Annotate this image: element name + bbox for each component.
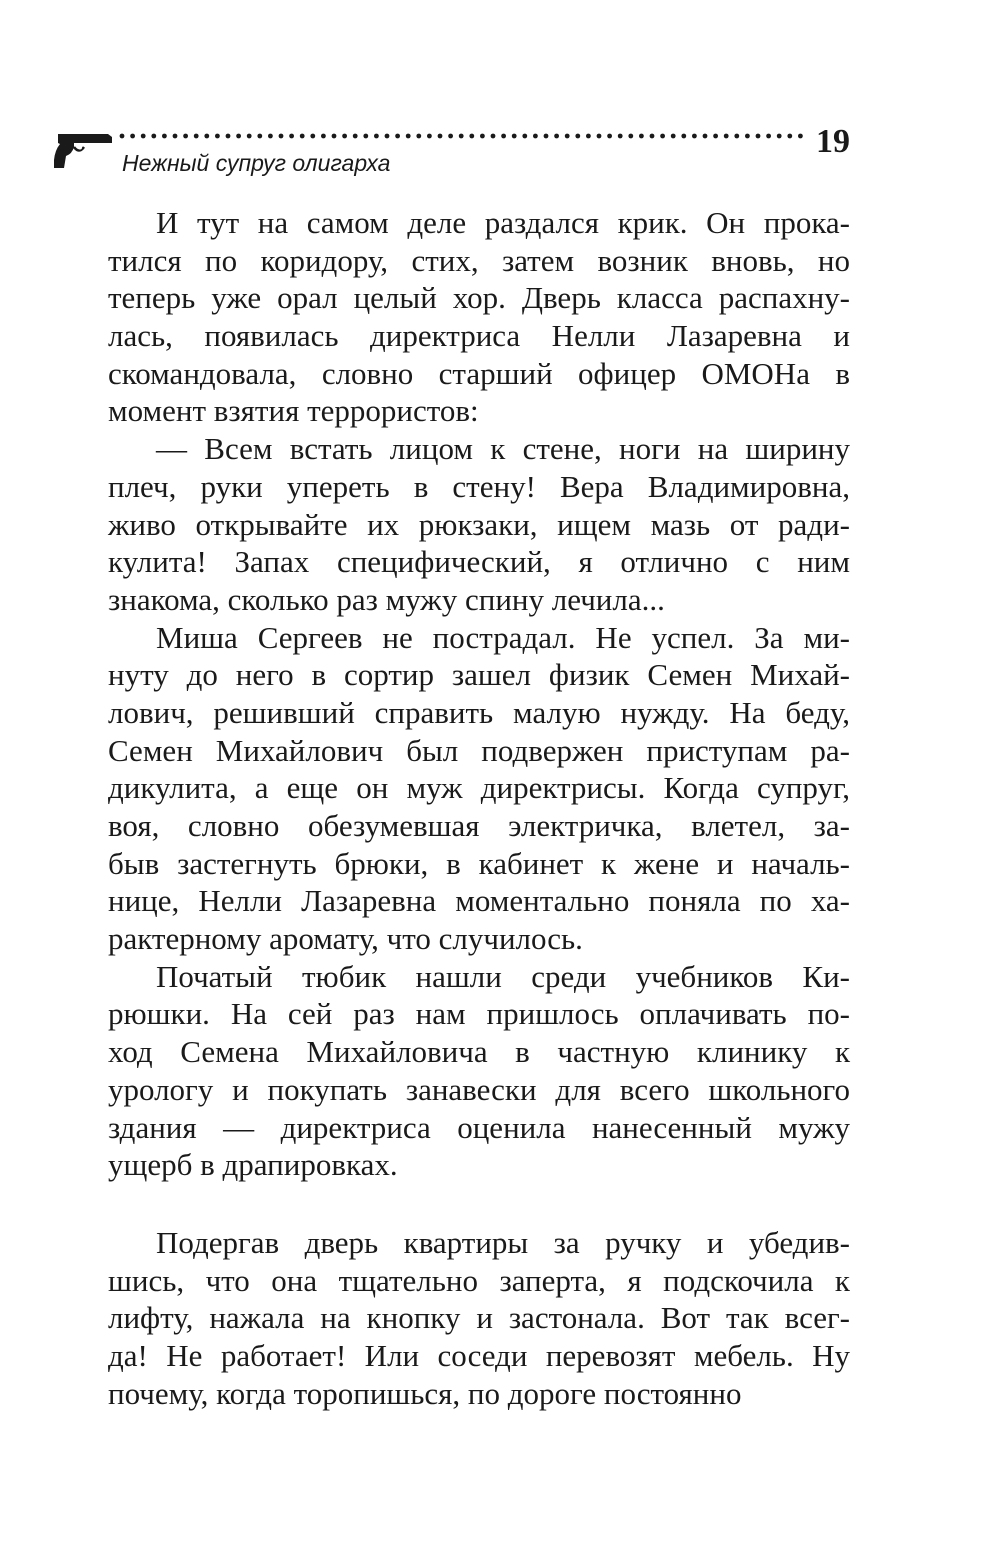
text-line: тился по коридору, стих, затем возник вновь, но xyxy=(108,242,850,278)
text-line: плеч, руки упереть в стену! Вера Владимировна, xyxy=(108,468,850,504)
text-line: ход Семена Михайловича в частную клинику к xyxy=(108,1034,850,1070)
text-line: — Всем встать лицом к стене, ноги на ширину xyxy=(156,431,850,467)
text-line: да! Не работает! Или соседи перевозят мебель. Ну xyxy=(108,1338,850,1374)
text-line: шись, что она тщательно заперта, я подскочила к xyxy=(108,1262,850,1298)
text-line: лович, решивший справить малую нужду. На беду, xyxy=(108,694,850,730)
text-line: здания — директриса оценила нанесенный мужу xyxy=(108,1109,850,1145)
text-line: воя, словно обезумевшая электричка, влетел, за- xyxy=(108,808,850,843)
text-line: И тут на самом деле раздался крик. Он прока- xyxy=(156,205,850,240)
text-line: нице, Нелли Лазаревна моментально поняла по ха- xyxy=(108,883,850,919)
text-line: кулита! Запах специфический, я отлично с ним xyxy=(108,544,850,580)
text-line: рюшки. На сей раз нам пришлось оплачивать по- xyxy=(108,996,850,1032)
text-line: лифту, нажала на кнопку и застонала. Вот так всег- xyxy=(108,1300,850,1336)
text-line: теперь уже орал целый хор. Дверь класса распахну- xyxy=(108,280,850,316)
text-line: знакома, сколько раз мужу спину лечила... xyxy=(108,581,665,617)
header-dotted-rule xyxy=(118,131,808,141)
main-text-block xyxy=(108,204,850,1184)
page-number: 19 xyxy=(816,123,850,160)
text-line: лась, появилась директриса Нелли Лазаревна и xyxy=(108,318,850,354)
page-header xyxy=(52,118,862,188)
paragraph xyxy=(108,1224,850,1412)
text-line: рактерному аромату, что случилось. xyxy=(108,921,583,957)
paragraph xyxy=(108,958,850,1184)
paragraph xyxy=(108,430,850,618)
text-line: нуту до него в сортир зашел физик Семен Михай- xyxy=(108,657,850,693)
text-line: ущерб в драпировках. xyxy=(108,1147,398,1183)
text-line: живо открывайте их рюкзаки, ищем мазь от ради- xyxy=(108,506,850,542)
text-line: быв застегнуть брюки, в кабинет к жене и началь- xyxy=(108,845,850,881)
running-title: Нежный супруг олигарха xyxy=(122,150,391,176)
text-line: момент взятия террористов: xyxy=(108,393,479,429)
text-line: Подергав дверь квартиры за ручку и убедив- xyxy=(156,1225,850,1260)
paragraph xyxy=(108,619,850,958)
second-text-block xyxy=(108,1224,850,1412)
text-line: Миша Сергеев не пострадал. Не успел. За ми- xyxy=(156,619,850,655)
text-line: скомандовала, словно старший офицер ОМОНа в xyxy=(108,355,850,391)
text-line: дикулита, а еще он муж директрисы. Когда супруг, xyxy=(108,770,850,806)
text-line: урологу и покупать занавески для всего школьного xyxy=(108,1071,850,1107)
text-line: почему, когда торопишься, по дороге постоянно xyxy=(108,1375,742,1411)
text-line: Семен Михайлович был подвержен приступам ра- xyxy=(108,732,850,768)
paragraph xyxy=(108,204,850,430)
text-line: Початый тюбик нашли среди учебников Ки- xyxy=(156,958,850,994)
revolver-icon xyxy=(52,130,114,170)
